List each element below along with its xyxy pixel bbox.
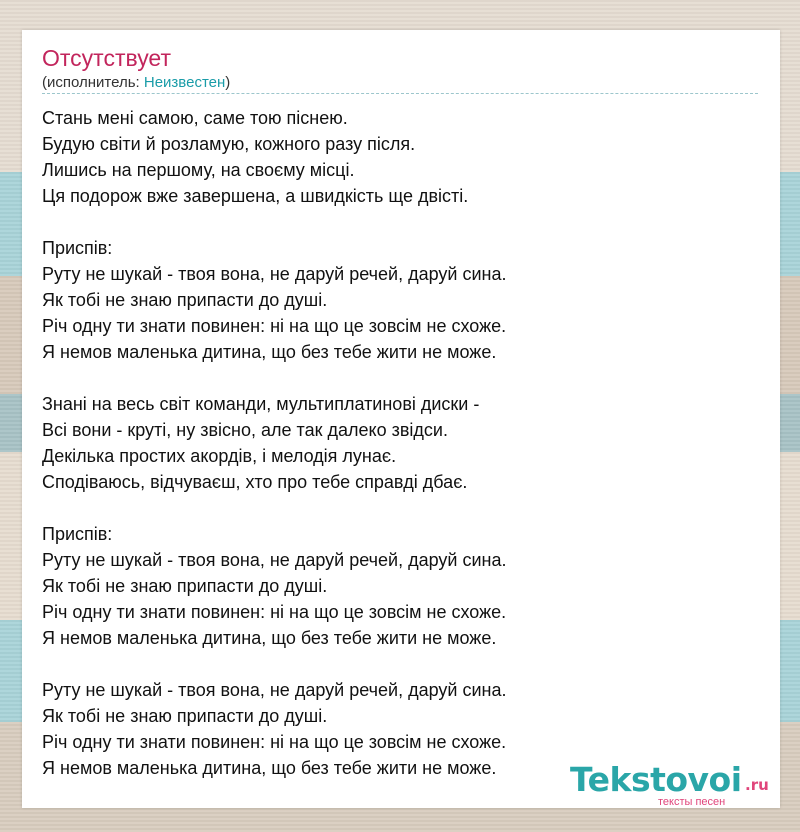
- lyrics-line: Лишись на першому, на своєму місці.: [42, 160, 355, 180]
- lyrics-line: Стань мені самою, саме тою піснею.: [42, 108, 348, 128]
- lyrics-line: Ця подорож вже завершена, а швидкість ще двісті.: [42, 186, 469, 206]
- lyrics-text: [42, 105, 762, 781]
- artist-prefix: (исполнитель:: [42, 74, 144, 91]
- lyrics-line: Приспів:: [42, 524, 113, 544]
- logo-tagline: тексты песен: [658, 796, 726, 808]
- lyrics-line: Як тобі не знаю припасти до душі.: [42, 706, 328, 726]
- lyrics-blank-line: [42, 209, 762, 235]
- artist-link[interactable]: Неизвестен: [143, 74, 226, 91]
- lyrics-line: Руту не шукай - твоя вона, не даруй речей, даруй сина.: [42, 550, 507, 570]
- logo-tld: .ru: [745, 776, 769, 794]
- lyrics-card: [22, 30, 780, 808]
- lyrics-line: Річ одну ти знати повинен: ні на що це зовсім не схоже.: [42, 732, 507, 752]
- lyrics-line: Руту не шукай - твоя вона, не даруй речей, даруй сина.: [42, 264, 507, 284]
- lyrics-line: Знані на весь світ команди, мультиплатинові диски -: [42, 394, 480, 414]
- divider: [42, 93, 758, 94]
- artist-line: [42, 73, 230, 93]
- lyrics-line: Як тобі не знаю припасти до душі.: [42, 576, 328, 596]
- lyrics-line: Сподіваюсь, відчуваєш, хто про тебе справді дбає.: [42, 472, 468, 492]
- lyrics-line: Руту не шукай - твоя вона, не даруй речей, даруй сина.: [42, 680, 507, 700]
- lyrics-line: Я немов маленька дитина, що без тебе жити не може.: [42, 758, 497, 778]
- lyrics-line: Декілька простих акордів, і мелодія лунає.: [42, 446, 397, 466]
- lyrics-blank-line: [42, 651, 762, 677]
- artist-suffix: ): [225, 74, 231, 91]
- site-logo[interactable]: [570, 762, 770, 808]
- lyrics-line: Річ одну ти знати повинен: ні на що це зовсім не схоже.: [42, 316, 507, 336]
- lyrics-line: Всі вони - круті, ну звісно, але так далеко звідси.: [42, 420, 448, 440]
- logo-wordmark: Tekstovoi: [570, 760, 742, 799]
- lyrics-line: Я немов маленька дитина, що без тебе жити не може.: [42, 628, 497, 648]
- song-title: Отсутствует: [42, 45, 171, 71]
- lyrics-line: Приспів:: [42, 238, 113, 258]
- lyrics-blank-line: [42, 495, 762, 521]
- lyrics-blank-line: [42, 365, 762, 391]
- lyrics-line: Як тобі не знаю припасти до душі.: [42, 290, 328, 310]
- lyrics-line: Я немов маленька дитина, що без тебе жити не може.: [42, 342, 497, 362]
- lyrics-line: Будую світи й розламую, кожного разу після.: [42, 134, 416, 154]
- lyrics-line: Річ одну ти знати повинен: ні на що це зовсім не схоже.: [42, 602, 507, 622]
